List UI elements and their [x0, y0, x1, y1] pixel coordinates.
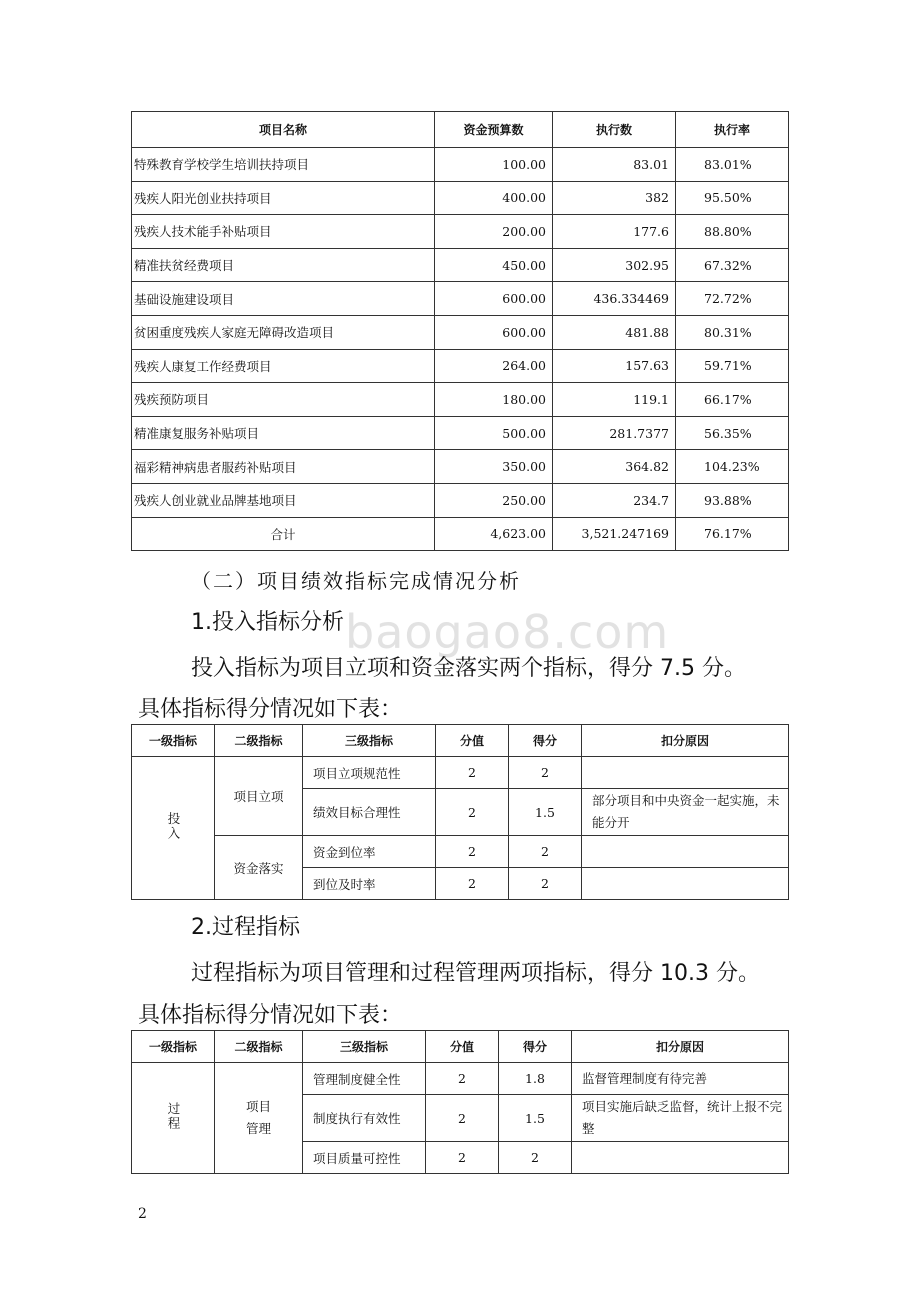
rate-cell: 56.35% — [676, 416, 789, 450]
project-name-cell: 福彩精神病患者服药补贴项目 — [132, 450, 435, 484]
subsection-title-process: 2.过程指标 — [191, 915, 300, 940]
score-cell: 2 — [509, 757, 582, 789]
level2-label-line1: 项目 — [245, 1099, 271, 1114]
table-body — [132, 148, 789, 551]
section-title: （二）项目绩效指标完成情况分析 — [191, 569, 521, 593]
level1-cell — [132, 1063, 215, 1174]
level3-cell: 绩效目标合理性 — [303, 789, 436, 836]
rate-cell: 67.32% — [676, 248, 789, 282]
col-header-score: 得分 — [509, 725, 582, 757]
col-header-budget: 资金预算数 — [435, 112, 553, 148]
total-executed-cell: 3,521.247169 — [553, 517, 676, 551]
executed-cell: 119.1 — [553, 383, 676, 417]
table-header-row — [132, 1031, 789, 1063]
budget-cell: 250.00 — [435, 483, 553, 517]
table-row — [132, 148, 789, 182]
reason-cell: 部分项目和中央资金一起实施，未能分开 — [582, 789, 789, 836]
value-cell: 2 — [436, 789, 509, 836]
score-cell: 1.5 — [499, 1095, 572, 1142]
col-header-value: 分值 — [436, 725, 509, 757]
level2-cell — [215, 1063, 303, 1174]
table-intro-1: 具体指标得分情况如下表： — [138, 697, 403, 722]
subsection-title-input: 1.投入指标分析 — [191, 610, 344, 635]
rate-cell: 66.17% — [676, 383, 789, 417]
rate-cell: 80.31% — [676, 315, 789, 349]
level3-cell: 管理制度健全性 — [303, 1063, 426, 1095]
reason-cell — [582, 757, 789, 789]
executed-cell: 364.82 — [553, 450, 676, 484]
value-cell: 2 — [436, 757, 509, 789]
col-header-level3: 三级指标 — [303, 725, 436, 757]
table-row — [132, 416, 789, 450]
budget-cell: 500.00 — [435, 416, 553, 450]
paragraph-input-summary: 投入指标为项目立项和资金落实两个指标，得分 7.5 分。 — [191, 656, 746, 681]
table-row — [132, 383, 789, 417]
level2-cell: 资金落实 — [215, 836, 303, 900]
col-header-project-name: 项目名称 — [132, 112, 435, 148]
budget-cell: 264.00 — [435, 349, 553, 383]
reason-cell: 监督管理制度有待完善 — [572, 1063, 789, 1095]
rate-cell: 59.71% — [676, 349, 789, 383]
executed-cell: 302.95 — [553, 248, 676, 282]
level1-label: 过程 — [166, 1102, 181, 1131]
level2-cell: 项目立项 — [215, 757, 303, 836]
project-name-cell: 残疾预防项目 — [132, 383, 435, 417]
project-name-cell: 贫困重度残疾人家庭无障碍改造项目 — [132, 315, 435, 349]
score-cell: 2 — [509, 836, 582, 868]
rate-cell: 95.50% — [676, 181, 789, 215]
col-header-reason: 扣分原因 — [582, 725, 789, 757]
executed-cell: 382 — [553, 181, 676, 215]
project-name-cell: 精准扶贫经费项目 — [132, 248, 435, 282]
level1-label: 投入 — [166, 812, 181, 841]
table-row — [132, 757, 789, 789]
executed-cell: 234.7 — [553, 483, 676, 517]
level3-cell: 到位及时率 — [303, 868, 436, 900]
budget-cell: 180.00 — [435, 383, 553, 417]
table-row — [132, 349, 789, 383]
col-header-value: 分值 — [426, 1031, 499, 1063]
level3-cell: 资金到位率 — [303, 836, 436, 868]
col-header-reason: 扣分原因 — [572, 1031, 789, 1063]
col-header-level2: 二级指标 — [215, 725, 303, 757]
executed-cell: 177.6 — [553, 215, 676, 249]
table-row — [132, 450, 789, 484]
value-cell: 2 — [426, 1095, 499, 1142]
budget-cell: 350.00 — [435, 450, 553, 484]
col-header-score: 得分 — [499, 1031, 572, 1063]
value-cell: 2 — [436, 836, 509, 868]
score-cell: 2 — [499, 1142, 572, 1174]
col-header-level1: 一级指标 — [132, 725, 215, 757]
watermark: baogao8.com — [345, 605, 670, 659]
project-name-cell: 特殊教育学校学生培训扶持项目 — [132, 148, 435, 182]
executed-cell: 157.63 — [553, 349, 676, 383]
col-header-level3: 三级指标 — [303, 1031, 426, 1063]
table-row — [132, 181, 789, 215]
total-budget-cell: 4,623.00 — [435, 517, 553, 551]
level2-label-line2: 管理 — [245, 1121, 271, 1136]
project-name-cell: 基础设施建设项目 — [132, 282, 435, 316]
total-row — [132, 517, 789, 551]
value-cell: 2 — [436, 868, 509, 900]
table-header-row — [132, 112, 789, 148]
rate-cell: 93.88% — [676, 483, 789, 517]
budget-cell: 600.00 — [435, 282, 553, 316]
table-row — [132, 483, 789, 517]
score-cell: 1.8 — [499, 1063, 572, 1095]
executed-cell: 281.7377 — [553, 416, 676, 450]
col-header-rate: 执行率 — [676, 112, 789, 148]
budget-execution-table — [131, 111, 789, 551]
process-indicator-table — [131, 1030, 789, 1174]
table-row — [132, 315, 789, 349]
level3-cell: 项目质量可控性 — [303, 1142, 426, 1174]
budget-cell: 100.00 — [435, 148, 553, 182]
table-row — [132, 282, 789, 316]
executed-cell: 436.334469 — [553, 282, 676, 316]
value-cell: 2 — [426, 1063, 499, 1095]
reason-cell — [582, 836, 789, 868]
executed-cell: 481.88 — [553, 315, 676, 349]
rate-cell: 104.23% — [676, 450, 789, 484]
page-number: 2 — [138, 1206, 147, 1222]
project-name-cell: 残疾人康复工作经费项目 — [132, 349, 435, 383]
reason-cell — [572, 1142, 789, 1174]
score-cell: 2 — [509, 868, 582, 900]
project-name-cell: 残疾人创业就业品牌基地项目 — [132, 483, 435, 517]
reason-cell: 项目实施后缺乏监督，统计上报不完整 — [572, 1095, 789, 1142]
col-header-level2: 二级指标 — [215, 1031, 303, 1063]
budget-cell: 400.00 — [435, 181, 553, 215]
table-row — [132, 248, 789, 282]
table-row — [132, 1063, 789, 1095]
executed-cell: 83.01 — [553, 148, 676, 182]
rate-cell: 88.80% — [676, 215, 789, 249]
project-name-cell: 精准康复服务补贴项目 — [132, 416, 435, 450]
col-header-executed: 执行数 — [553, 112, 676, 148]
table-row — [132, 836, 789, 868]
total-rate-cell: 76.17% — [676, 517, 789, 551]
project-name-cell: 残疾人技术能手补贴项目 — [132, 215, 435, 249]
budget-cell: 200.00 — [435, 215, 553, 249]
total-label-cell: 合计 — [132, 517, 435, 551]
budget-cell: 600.00 — [435, 315, 553, 349]
level3-cell: 制度执行有效性 — [303, 1095, 426, 1142]
rate-cell: 72.72% — [676, 282, 789, 316]
score-cell: 1.5 — [509, 789, 582, 836]
project-name-cell: 残疾人阳光创业扶持项目 — [132, 181, 435, 215]
level3-cell: 项目立项规范性 — [303, 757, 436, 789]
input-indicator-table — [131, 724, 789, 900]
rate-cell: 83.01% — [676, 148, 789, 182]
budget-cell: 450.00 — [435, 248, 553, 282]
value-cell: 2 — [426, 1142, 499, 1174]
table-intro-2: 具体指标得分情况如下表： — [138, 1003, 403, 1028]
level1-cell — [132, 757, 215, 900]
table-row — [132, 215, 789, 249]
table-header-row — [132, 725, 789, 757]
col-header-level1: 一级指标 — [132, 1031, 215, 1063]
reason-cell — [582, 868, 789, 900]
paragraph-process-summary: 过程指标为项目管理和过程管理两项指标，得分 10.3 分。 — [191, 961, 760, 986]
